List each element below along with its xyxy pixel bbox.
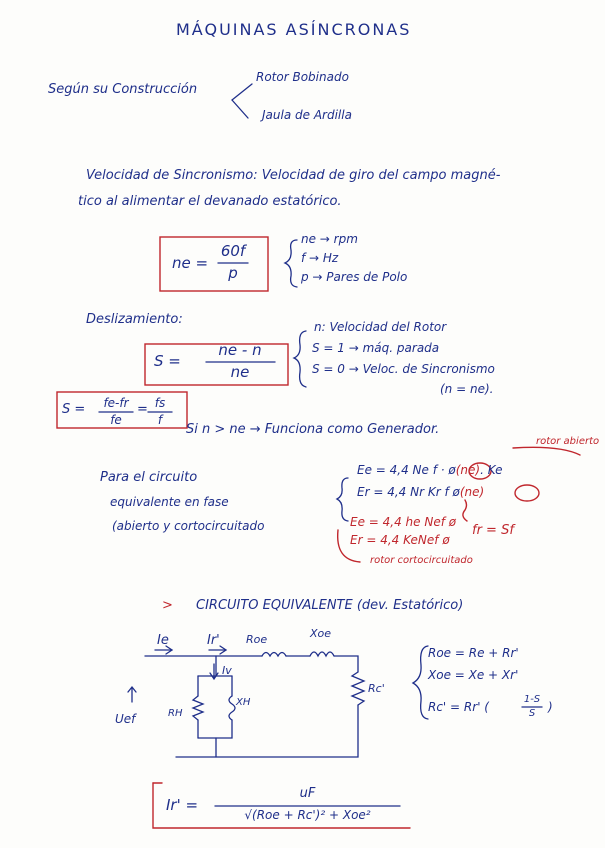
label-ie: Ie bbox=[157, 633, 169, 648]
velocidad-line-2: tico al alimentar el devanado estatórico. bbox=[78, 194, 342, 209]
ir-formula-den: √(Roe + Rc')² + Xoe² bbox=[244, 808, 371, 822]
ns-def-hz: f → Hz bbox=[301, 251, 339, 265]
slip2-den2: f bbox=[157, 413, 163, 427]
slip2-lhs: S = bbox=[62, 402, 86, 417]
slip-formula-num: ne - n bbox=[218, 341, 262, 359]
circuito-line-3: (abierto y cortocircuitado bbox=[112, 519, 265, 533]
ns-def-rpm: ne → rpm bbox=[301, 232, 358, 246]
rotor-abierto-note: rotor abierto bbox=[536, 436, 600, 447]
slip2-den1: fe bbox=[110, 413, 122, 427]
roe-equation: Roe = Re + Rr' bbox=[428, 646, 519, 660]
slip-def-parada: S = 1 → máq. parada bbox=[312, 341, 440, 355]
slip-def-rotor: n: Velocidad del Rotor bbox=[314, 320, 447, 334]
er-cc-equation: Er = 4,4 KeNef ø bbox=[350, 533, 450, 547]
section-arrow-icon: > bbox=[162, 598, 173, 613]
label-rc: Rc' bbox=[368, 682, 385, 695]
er-equation: Er = 4,4 Nr Kr f ø(ne) bbox=[357, 485, 485, 499]
circuito-equivalente-title: CIRCUITO EQUIVALENTE (dev. Estatórico) bbox=[196, 598, 464, 613]
slip-formula-lhs: S = bbox=[154, 352, 181, 370]
rotor-cc-note: rotor cortocircuitado bbox=[370, 555, 473, 566]
slip2-num2: fs bbox=[154, 396, 166, 410]
ns-formula-num: 60f bbox=[220, 242, 246, 260]
rc-equation-lhs: Rc' = Rr' ( bbox=[428, 700, 489, 714]
slip2-eq: = bbox=[137, 402, 148, 417]
label-iv: Iv bbox=[222, 664, 232, 677]
label-xh: XH bbox=[236, 697, 251, 708]
deslizamiento-label: Deslizamiento: bbox=[86, 312, 183, 327]
slip-formula-den: ne bbox=[230, 363, 250, 381]
ns-formula-lhs: ne = bbox=[172, 254, 209, 272]
rc-equation-num: 1-S bbox=[523, 694, 541, 705]
construccion-option-jaula: Jaula de Ardilla bbox=[262, 108, 352, 122]
circuito-line-2: equivalente en fase bbox=[110, 495, 229, 509]
ir-formula-lhs: Ir' = bbox=[166, 796, 199, 814]
fr-equation: fr = Sf bbox=[472, 523, 514, 538]
circuito-line-1: Para el circuito bbox=[100, 470, 198, 485]
construccion-option-rotor: Rotor Bobinado bbox=[256, 70, 349, 84]
label-xoe: Xoe bbox=[310, 627, 332, 640]
label-uef: Uef bbox=[115, 712, 136, 726]
velocidad-line-1: Velocidad de Sincronismo: Velocidad de giro del campo magné- bbox=[86, 168, 501, 183]
rc-equation-den: S bbox=[528, 708, 536, 719]
page-title: MÁQUINAS ASÍNCRONAS bbox=[176, 20, 412, 39]
ee-cc-equation: Ee = 4,4 he Nef ø bbox=[350, 515, 457, 529]
construccion-label: Según su Construcción bbox=[48, 82, 198, 97]
ns-formula-den: p bbox=[228, 264, 238, 282]
slip-def-n-ne: (n = ne). bbox=[440, 382, 494, 396]
label-rh: RH bbox=[168, 708, 183, 719]
slip2-num1: fe-fr bbox=[103, 396, 129, 410]
slip-def-sincronismo: S = 0 → Veloc. de Sincronismo bbox=[312, 362, 495, 376]
xoe-equation: Xoe = Xe + Xr' bbox=[428, 668, 519, 682]
label-roe: Roe bbox=[246, 633, 268, 646]
label-ir: Ir' bbox=[207, 633, 220, 648]
generador-note: Si n > ne → Funciona como Generador. bbox=[186, 422, 440, 437]
ee-equation: Ee = 4,4 Ne f · ø(ne). Ke bbox=[357, 463, 503, 477]
ir-formula-num: uF bbox=[299, 786, 316, 801]
ns-def-polos: p → Pares de Polo bbox=[301, 270, 408, 284]
rc-equation-rhs: ) bbox=[548, 700, 553, 714]
